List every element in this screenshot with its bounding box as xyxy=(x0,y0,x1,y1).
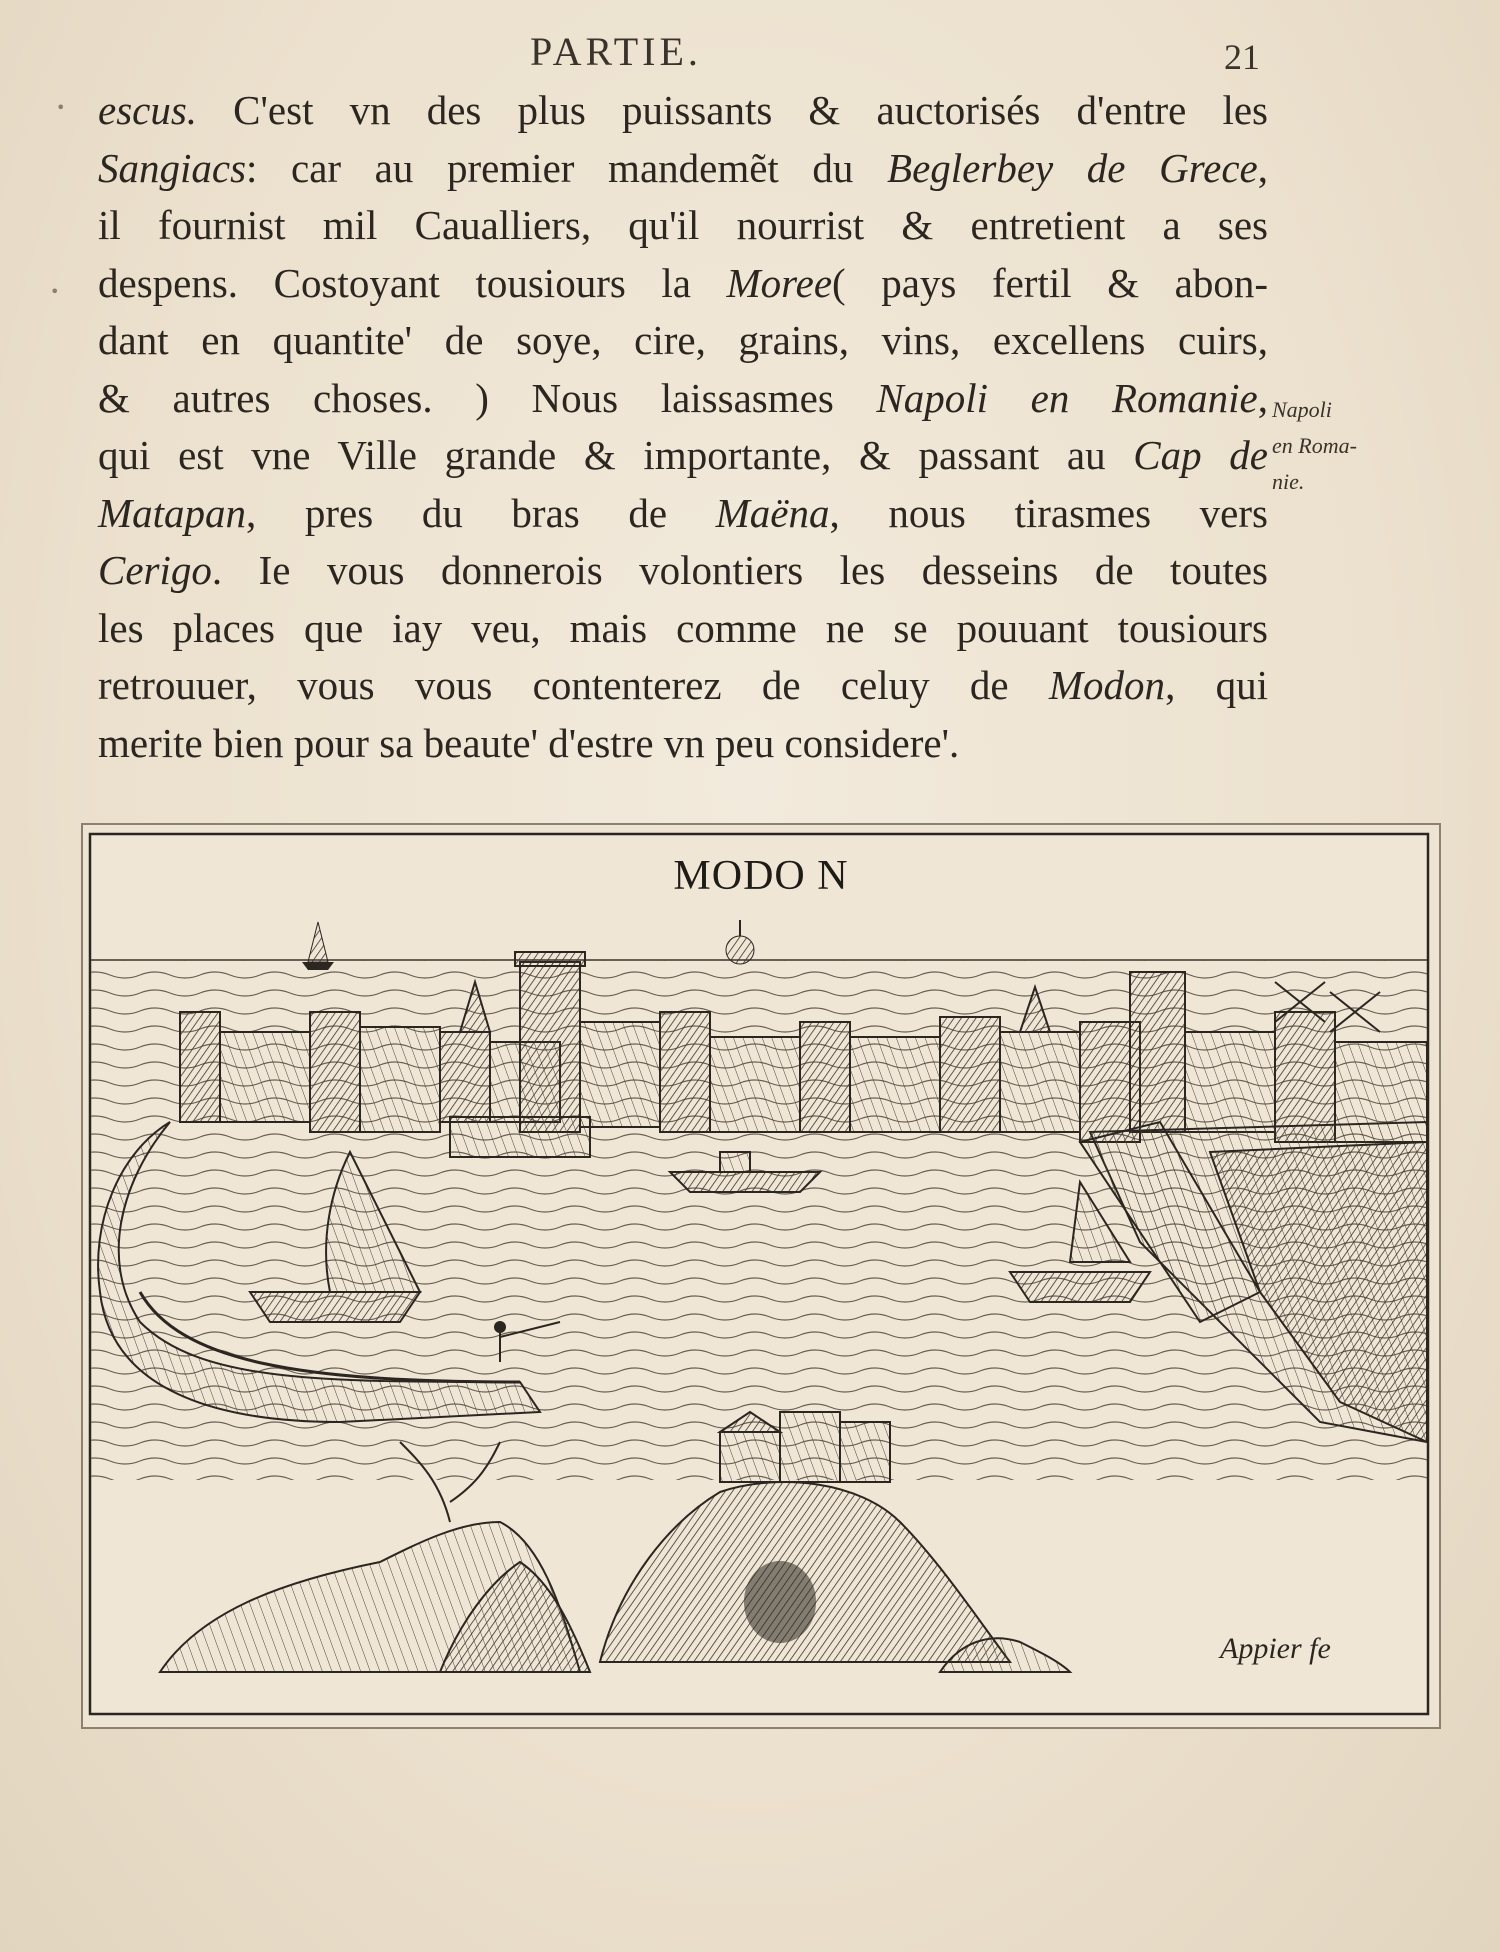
text-run: despens. Costoyant tousiours la xyxy=(98,259,727,306)
text-run: dant en quantite' de soye, cire, grains, vins, excellens cuirs, xyxy=(98,317,1268,363)
text-line xyxy=(98,427,1268,485)
margin-note xyxy=(1272,392,1392,500)
text-line xyxy=(98,312,1268,370)
text-run-italic: Beglerbey de Grece xyxy=(887,144,1258,191)
text-line xyxy=(98,542,1268,600)
text-run: , pres du bras de xyxy=(246,489,716,536)
text-line xyxy=(98,197,1268,255)
page-number: 21 xyxy=(1224,37,1260,77)
text-run: : car au premier mandemẽt du xyxy=(246,144,888,191)
text-run: . Ie vous donnerois volontiers les desseins de toutes xyxy=(211,547,1268,593)
plate-title: MODO N xyxy=(673,853,849,899)
text-line xyxy=(98,600,1268,658)
running-head: PARTIE. xyxy=(530,29,702,74)
text-line xyxy=(98,82,1268,140)
margin-mark: • xyxy=(50,282,60,301)
text-run-italic: escus. xyxy=(98,87,198,133)
margin-note-line: nie. xyxy=(1272,469,1305,494)
text-line xyxy=(98,255,1268,313)
text-line xyxy=(98,140,1268,198)
engraving-image xyxy=(80,822,1442,1730)
text-run: , qui xyxy=(1165,662,1268,708)
text-run: ( pays fertil & abon- xyxy=(832,259,1268,306)
text-run: , nous tirasmes vers xyxy=(829,489,1268,536)
text-run-italic: Napoli en Romanie xyxy=(876,374,1258,421)
text-line xyxy=(98,715,1268,773)
body-paragraph xyxy=(98,82,1268,772)
engraver-signature: Appier fe xyxy=(1220,1632,1331,1665)
text-line xyxy=(98,485,1268,543)
margin-note-line: en Roma- xyxy=(1272,433,1357,458)
margin-mark: • xyxy=(56,98,66,117)
text-run-italic: Matapan xyxy=(98,489,247,536)
text-run: C'est vn des plus puissants & auctorisés d'entre les xyxy=(197,87,1268,133)
margin-note-line: Napoli xyxy=(1272,397,1332,422)
text-run-italic: Modon xyxy=(1048,662,1166,708)
text-run: , xyxy=(1257,374,1268,421)
engraving-modon xyxy=(80,822,1442,1730)
text-run: les places que iay veu, mais comme ne se pouuant tousiours xyxy=(98,604,1268,651)
text-run-italic: Maëna xyxy=(715,489,830,536)
text-run: retrouuer, vous vous contenterez de celuy de xyxy=(98,662,1049,708)
text-run: , xyxy=(1257,144,1268,191)
text-run: qui est vne Ville grande & importante, & passant au xyxy=(98,432,1134,478)
text-run-italic: Cerigo xyxy=(98,547,212,593)
text-run-italic: Cap de xyxy=(1133,432,1269,478)
text-run-italic: Moree xyxy=(726,259,833,306)
text-run-italic: Sangiacs xyxy=(98,144,247,191)
text-line xyxy=(98,657,1268,715)
text-run: & autres choses. ) Nous laissasmes xyxy=(98,374,877,421)
text-run: merite bien pour sa beaute' d'estre vn peu considere'. xyxy=(98,719,960,766)
text-run: il fournist mil Caualliers, qu'il nourrist & entretient a ses xyxy=(98,202,1268,248)
text-line xyxy=(98,370,1268,428)
